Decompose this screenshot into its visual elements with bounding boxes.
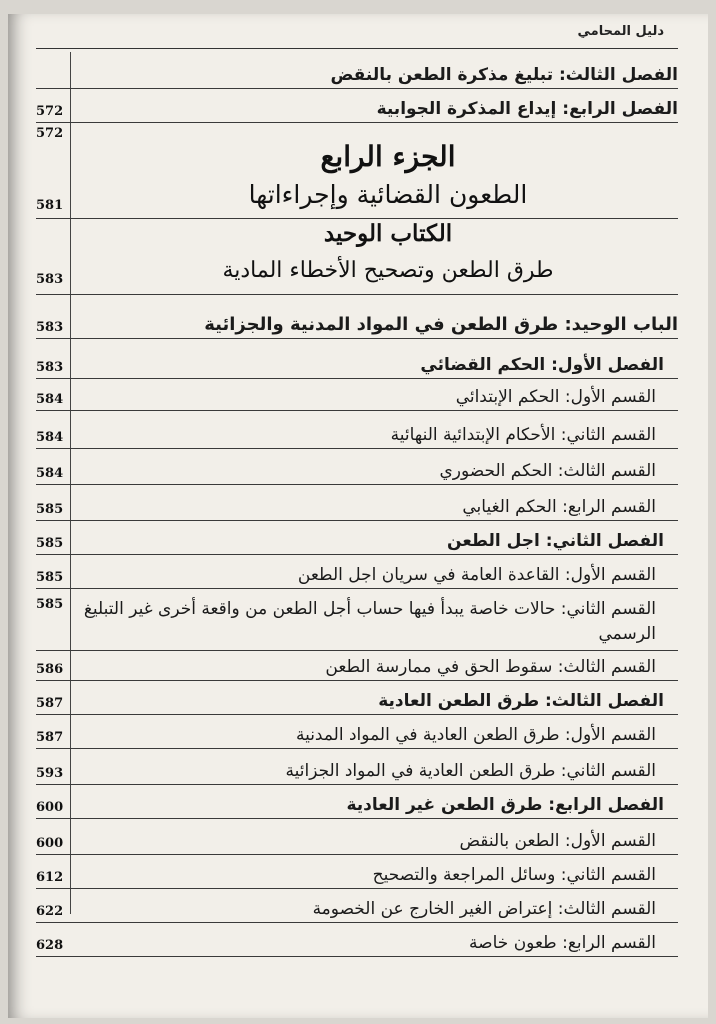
toc-entry-page: 593: [36, 766, 64, 781]
toc-entry-text: القسم الثاني: حالات خاصة يبدأ فيها حساب أجل الطعن من واقعة أخرى غير التبليغ الرسمي: [83, 599, 656, 644]
toc-entry: [36, 554, 678, 589]
toc-entry-page: 628: [36, 938, 64, 953]
toc-entry-text: الفصل الرابع: طرق الطعن غير العادية: [346, 795, 664, 815]
toc-entry-page: 586: [36, 662, 64, 677]
toc-entry-text: القسم الثاني: وسائل المراجعة والتصحيح: [372, 865, 656, 885]
main-page-number: 581: [36, 198, 64, 213]
toc-entry-text: الفصل الأول: الحكم القضائي: [420, 355, 664, 375]
toc-entry-page: 584: [36, 466, 64, 481]
toc-entry-text: القسم الأول: الطعن بالنقض: [459, 831, 656, 851]
running-head: دليل المحامي: [577, 24, 664, 39]
toc-entry-page: 572: [36, 104, 64, 119]
toc-entry-text: الباب الوحيد: طرق الطعن في المواد المدنية والجزائية: [204, 314, 678, 335]
toc-entry: [36, 854, 678, 889]
toc-entry: [36, 338, 678, 379]
toc-entry: [36, 588, 678, 651]
toc-entry-text: القسم الثالث: إعتراض الغير الخارج عن الخصومة: [312, 899, 656, 919]
toc-entry: [36, 378, 678, 411]
toc-entry-text: القسم الأول: الحكم الإبتدائي: [455, 387, 656, 407]
toc-entry: [36, 410, 678, 449]
toc-entry: [36, 818, 678, 855]
toc-entry-page: 600: [36, 800, 64, 815]
book-title: الكتاب الوحيد: [323, 220, 453, 247]
toc-entry-text: القسم الأول: القاعدة العامة في سريان اجل الطعن: [297, 565, 656, 585]
toc-entry: [36, 650, 678, 681]
toc-entry-page: 587: [36, 696, 64, 711]
main-title: الطعون القضائية وإجراءاتها: [248, 180, 528, 209]
toc-entry-text: القسم الثاني: الأحكام الإبتدائية النهائية: [390, 425, 656, 445]
book-page: [8, 14, 708, 1018]
toc-entry: [36, 484, 678, 521]
toc-entry: [36, 304, 678, 339]
toc-entry-page: 622: [36, 904, 64, 919]
toc-entry-page: 585: [36, 536, 64, 551]
toc-entry: [36, 680, 678, 715]
toc-entry: [36, 888, 678, 923]
part-page-number: 572: [36, 126, 64, 141]
toc-entry: [36, 520, 678, 555]
toc-entry-text: القسم الرابع: طعون خاصة: [469, 933, 656, 953]
subtitle-page-number: 583: [36, 272, 64, 287]
toc-entry-text: القسم الأول: طرق الطعن العادية في المواد المدنية: [295, 725, 656, 745]
toc-entry: [36, 448, 678, 485]
toc-entry-text: الفصل الثالث: تبليغ مذكرة الطعن بالنقض: [330, 65, 678, 85]
toc-entry-text: القسم الثالث: الحكم الحضوري: [439, 461, 656, 481]
toc-entry: [36, 56, 678, 89]
part-title: الجزء الرابع: [320, 140, 456, 173]
toc-entry-text: القسم الثاني: طرق الطعن العادية في المواد الجزائية: [285, 761, 656, 781]
toc-entry-page: 585: [36, 570, 64, 585]
title-rule: [36, 218, 678, 219]
toc-entry: [36, 90, 678, 123]
subtitle-rule: [36, 294, 678, 295]
toc-entry-page: 587: [36, 730, 64, 745]
toc-entry: [36, 714, 678, 749]
toc-entry-page: 583: [36, 360, 64, 375]
toc-entry-page: 612: [36, 870, 64, 885]
toc-entry-text: الفصل الثاني: اجل الطعن: [447, 531, 664, 551]
toc-entry-page: 584: [36, 430, 64, 445]
toc-entry: [36, 748, 678, 785]
toc-entry-text: القسم الرابع: الحكم الغيابي: [462, 497, 656, 517]
toc-entry: [36, 922, 678, 957]
toc-entry-page: 600: [36, 836, 64, 851]
toc-entry-text: الفصل الرابع: إيداع المذكرة الجوابية: [376, 99, 678, 119]
toc-entry-page: 585: [36, 502, 64, 517]
toc-entry-page: 583: [36, 320, 64, 335]
toc-entry-page: 584: [36, 392, 64, 407]
toc-entry: [36, 784, 678, 819]
toc-entry-text: الفصل الثالث: طرق الطعن العادية: [378, 691, 664, 711]
toc-entry-page: 585: [36, 597, 64, 612]
toc-entry-text: القسم الثالث: سقوط الحق في ممارسة الطعن: [325, 657, 656, 677]
table-of-contents: [8, 14, 708, 1018]
subtitle: طرق الطعن وتصحيح الأخطاء المادية: [222, 258, 554, 283]
